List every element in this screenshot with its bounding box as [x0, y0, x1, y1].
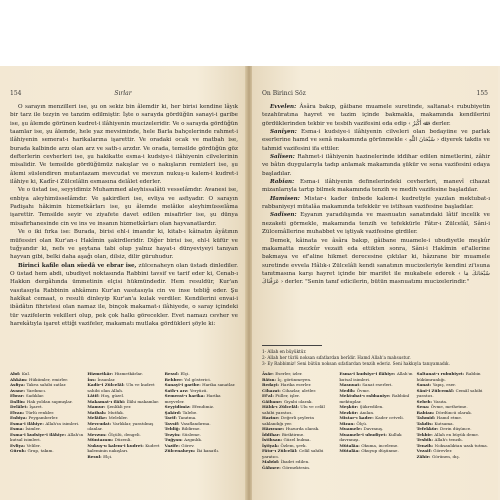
- glossary-term: Asfiya:: [10, 382, 27, 387]
- glossary-definition: Biriktirme.: [281, 431, 305, 437]
- right-header: [262, 90, 488, 100]
- glossary-term: Avane:: [10, 387, 27, 393]
- glossary-term: Hâzırane:: [262, 426, 286, 431]
- glossary-column: [87, 371, 160, 459]
- glossary-definition: Allah'ın isimleri.: [45, 420, 80, 426]
- glossary-term: Melâike:: [87, 415, 109, 420]
- glossary-definition: Elçi.: [103, 453, 113, 459]
- glossary-definition: Fiiller, işler.: [275, 393, 300, 398]
- glossary-entry: [339, 371, 412, 382]
- left-header: [10, 90, 236, 100]
- glossary-column: [339, 371, 412, 470]
- glossary-definition: İki kanatlı.: [196, 448, 220, 453]
- glossary-definition: Kul.: [21, 371, 31, 376]
- glossary-term: Mütalâa:: [339, 442, 362, 448]
- glossary-term: Zülcenaheyn:: [164, 448, 197, 453]
- paragraph: Hamisen: Mistar-ı kader ünbede kalem-i kudretiyle yazılan mektubat-ı rabbaniyeyi mütalâa makamında tefekkür ve istihsan vazifesine başladılar.: [262, 195, 490, 211]
- paragraph-lead: Salisen:: [270, 154, 295, 161]
- glossary-definition: Hizmetkârlar.: [114, 371, 143, 376]
- glossary-term: Mabûd:: [262, 459, 281, 464]
- glossary-definition: Görünen, dış.: [431, 453, 460, 459]
- glossary-entry: [10, 448, 83, 454]
- glossary-definition: Şenlikli yer.: [106, 404, 132, 409]
- left-page: [0, 66, 246, 500]
- glossary-term: Hazine:: [262, 415, 281, 420]
- paragraph: Saniyen: Esma-i kudsiye-i ilâhiyenin cilveleri olan bedayiine ve parlak eserlerine hamd ve senâ makamında görünmekle ‹ سُبْحَانَ اللّٰهِ › diyerek takdis ve tahmid vazifesini ifa ettiler.: [262, 129, 490, 152]
- glossary-entry: [339, 448, 412, 454]
- glossary-definition: Grup, takım.: [27, 448, 54, 453]
- glossary-term: Tekbir:: [416, 431, 435, 437]
- glossary-definition: Varlıklar, yaratılmış olanlar.: [87, 420, 154, 431]
- paragraph: Rabian: Esma-i ilâhiyenin definelerindeki cevherleri, manevî cihazat mizanlarıyla tartıp bilmek makamında tenzih ve medih vazifesine başladılar.: [262, 179, 490, 194]
- glossary-term: Tuğyan:: [164, 437, 185, 442]
- glossary-definition: Ölçülü, dengeli.: [108, 431, 141, 437]
- glossary-definition: Hoş, güzel.: [101, 393, 125, 398]
- glossary-definition: Derin düşünce.: [439, 426, 472, 431]
- glossary-definition: Yapış, eser.: [432, 382, 456, 387]
- glossary-term: Sena:: [416, 404, 431, 409]
- glossary-entry: [165, 448, 238, 454]
- glossary-entry: [417, 454, 490, 460]
- glossary-term: Hizmetkâr:: [87, 371, 115, 376]
- glossary-definition: Sanat eserleri.: [362, 382, 393, 387]
- glossary-definition: Okuyup düşünme.: [361, 448, 399, 453]
- glossary-definition: Harika meyveler.: [164, 393, 221, 404]
- glossary-definition: Rabbin hükümranlığı.: [416, 371, 481, 382]
- glossary-term: Evliya:: [10, 442, 27, 448]
- paragraph: Ve o iki fırka ise: Burada, birisi ehl-i imandır ki, kitab-ı kâinatın âyâtının müfessiri olan Kur'an-ı Hakîmin şakirdleridir. Diğer birisi ise, ehl-i küfür ve tuğyandır ki, nefs ve şeytana tabi olup yalnız hayat-ı dünyeviyeyi tanıyan hayvan gibi, belki daha aşağı olan, dilsiz, dilir güruhudur.: [10, 229, 238, 261]
- glossary-definition: İlâhi makamlar.: [126, 398, 160, 404]
- right-body-text: [262, 103, 490, 287]
- glossary-term: Mevcudat:: [87, 420, 113, 426]
- glossary-column: [262, 371, 335, 470]
- glossary-definition: Cemâl sahibi yaratıcı.: [416, 387, 483, 398]
- glossary-term: Sath-ı arz:: [164, 387, 190, 393]
- glossary-term: Cihazat:: [262, 387, 283, 393]
- right-glossary: [262, 371, 490, 470]
- glossary-term: Mezkûr:: [339, 409, 360, 415]
- glossary-term: Takdis:: [416, 420, 435, 426]
- glossary-definition: İç, görünmeyen.: [277, 376, 312, 382]
- glossary-entry: [339, 432, 412, 443]
- glossary-term: Bâtın:: [262, 376, 278, 382]
- glossary-definition: Allah'ı tenzih.: [434, 437, 463, 442]
- glossary-term: Nukuş-u kalem-i kudret:: [87, 442, 146, 448]
- glossary-term: Masnuat:: [339, 382, 363, 387]
- glossary-definition: Rabbânî mektuplar.: [339, 393, 410, 404]
- glossary-term: Enbiya:: [10, 415, 29, 420]
- paragraph: Demek, kâinata ve âsâra bakıp, gâibane muamele-i ubudiyetle meşkûr makamatta mezkûr vezaifi eda ettikten sonra, Sâni-i Hakîmin ef'allerine bakmaya ve ef'aline hikmet derecesine çıktılar ki, hâzırane bir muamele suretinde evvela Hâlık-ı Zülcelâli kendi sanatının mucizeleriyle kendini zi'isuna tanıtmasına karşı hayret içinde bir marifet ile mukabele ederek ‹ سُبْحَانَكَ مَا عَرَفْنَاكَ › derler. "Senin tanıf edicilerin, bütün masnuatımı mucizelerindir.": [262, 237, 490, 286]
- glossary-definition: Peygamberler.: [28, 415, 59, 420]
- glossary-term: Muamele:: [339, 426, 364, 431]
- glossary-definition: Ölçü.: [356, 420, 368, 426]
- left-glossary: [10, 371, 238, 459]
- glossary-definition: Görevler.: [433, 448, 453, 453]
- glossary-term: Âsâr:: [262, 371, 276, 376]
- glossary-definition: Mutfak.: [107, 409, 125, 415]
- glossary-entry: [87, 421, 160, 432]
- glossary-definition: Noksanlıktan uzak tutma.: [434, 442, 489, 448]
- glossary-term: Müntazam:: [87, 437, 115, 442]
- right-page: [252, 66, 498, 500]
- glossary-term: Fâtır-ı Zülcelâl:: [262, 448, 299, 453]
- glossary-definition: Kutsama.: [434, 420, 454, 426]
- paragraph: Birinci kafile olan süedâ ve ebrar ise, zülcenaheyn olan üstadı dinlediler. O üstad hem abdi, ubudiyet noktasında Rabbini tavsif ve tarif eder ki, Cenab-ı Hakkın dergâhında ümmetinin elçisi hükmündedir. Hem resuldür, Kur'an vasıtasıyla Rabbinin ahkâmını Kur'an vasıtasıyla cin ve inse tebliğ eder. Şu hakîkat cemaat, o resulü dinleyip Kur'an'a kulak verdiler. Kendilerini envai-i ibâdâtın fihristesi olan namaz ile, binçok makamat-ı ilâhiyede, o saray içindeki tür vazifelerin vekilleri olup, pek çok halkı görecekler. Evet namazı cevher ve harekâtıyla işaret ettiği vazifeler, makamatı mutlaka gördükleri şöyle ki:: [10, 262, 238, 327]
- glossary-entry: [87, 454, 160, 460]
- glossary-entry: [10, 432, 83, 443]
- glossary-term: Esma:: [10, 426, 26, 431]
- glossary-definition: Hükümler, emirler.: [28, 376, 69, 382]
- glossary-definition: Ulu ve kudret sahibi olan Allah.: [87, 382, 155, 393]
- glossary-term: Meşkûr:: [339, 404, 360, 409]
- glossary-term: Zâhir:: [416, 453, 432, 459]
- glossary-entry: [417, 388, 490, 399]
- glossary-term: Mevzun:: [87, 431, 109, 437]
- glossary-term: Vezaif:: [416, 448, 434, 453]
- glossary-term: Makamat-ı ilâhi:: [87, 398, 127, 404]
- glossary-term: Sanayi-i garibe:: [164, 382, 203, 387]
- glossary-term: İddihar:: [262, 431, 282, 437]
- glossary-term: Tebliğ:: [164, 426, 182, 431]
- glossary-entry: [165, 393, 238, 404]
- glossary-term: Mistar-ı kader:: [339, 415, 376, 420]
- paragraph: Ve o üstad ise, seyyidimiz Muhammed aleyhissalâtü vesselâmdır. Avanesi ise, enbiya aleyhimüsselâmdır. Ve şakirdleri ise, evliya ve asfiyadır. O sarayın Padişahı hâkimin hizmetkârları ise, şu âlemde melâike aleyhimüsselâma işarettir. Temsilde seyir ve ziyafete davet edilen misafirler ise, şu dünya misafirhanesinde cin ve ins ve insanın hizmetkârları olan hayvanatlardır.: [10, 187, 238, 227]
- glossary-term: Dallin:: [10, 398, 27, 404]
- footnote: 3- Ey Rabbimiz! Seni bütün noksan sıfatlardan tenzih ederiz. Seni hakkıyla tanıyamadık.: [262, 361, 450, 366]
- glossary-definition: Bildirme.: [181, 426, 201, 431]
- glossary-definition: Vasıta.: [433, 398, 448, 404]
- glossary-definition: Vasıflandırma.: [180, 420, 211, 426]
- glossary-definition: Yardımcı.: [26, 387, 47, 393]
- glossary-term: Sâni-i Zülcemâl:: [416, 387, 456, 393]
- glossary-term: Tahmid:: [416, 415, 437, 420]
- glossary-term: Esma-i ilâhiye:: [10, 420, 46, 426]
- paragraph-lead: Saniyen:: [270, 129, 297, 136]
- page-number: 154: [10, 90, 22, 97]
- glossary-term: Esma-i kudsiye-i ilâhiye:: [10, 431, 68, 437]
- glossary-term: İstihsan:: [262, 437, 284, 442]
- glossary-definition: Allah'ın kutsal isimleri.: [339, 371, 413, 382]
- glossary-definition: Davranış.: [363, 426, 384, 431]
- glossary-term: Tenzih:: [416, 442, 435, 448]
- glossary-term: Tefekkür:: [416, 426, 440, 431]
- glossary-entry: [87, 382, 160, 393]
- glossary-term: Lâtif:: [87, 393, 102, 398]
- glossary-term: Semerat-ı harika:: [164, 393, 207, 398]
- paragraph: Salisen: Rahmet-i ilâhiyenin hazinelerinde iddihar edilen nimetlerini, zâhir ve bâtın duygularıyla tadıp anlamak makamında şükür ve sena vazifesini edaya başladılar.: [262, 154, 490, 177]
- glossary-entry: [262, 404, 335, 415]
- paragraph-lead: Sadisen:: [270, 212, 297, 219]
- glossary-definition: Cihazlar, aletler.: [282, 387, 317, 393]
- glossary-definition: Sadıklar.: [25, 393, 45, 398]
- glossary-definition: Ulu ve celâl sahibi yaratıcı.: [262, 404, 325, 415]
- glossary-term: Mektubat-ı rabbaniye:: [339, 393, 392, 398]
- glossary-term: Delâlet:: [10, 404, 30, 409]
- glossary-term: Seyyidimiz:: [164, 404, 193, 409]
- glossary-definition: İbadet edilen.: [280, 459, 310, 464]
- glossary-entry: [262, 448, 335, 459]
- glossary-definition: Görmektesin.: [282, 464, 311, 470]
- running-title: Sırlar: [114, 90, 132, 97]
- glossary-term: Ahkâm:: [10, 376, 29, 382]
- glossary-entry: [262, 415, 335, 426]
- glossary-definition: Tanıtma.: [178, 415, 197, 420]
- glossary-term: Resul:: [87, 453, 104, 459]
- footnotes: [262, 349, 490, 367]
- bold-lead: Birinci kafile olan süedâ ve ebrar ise,: [18, 262, 137, 269]
- glossary-definition: Gıyabi olarak.: [283, 398, 313, 404]
- glossary-term: Sanat:: [416, 382, 433, 387]
- glossary-term: Abd:: [10, 371, 22, 376]
- glossary-definition: Kulluk davranışı.: [339, 431, 402, 442]
- glossary-term: İştiyak:: [262, 442, 281, 448]
- page-number: 155: [476, 90, 488, 97]
- glossary-definition: Allah en büyük deme.: [434, 431, 480, 437]
- glossary-definition: Türlü renkler.: [25, 409, 55, 415]
- glossary-term: Tesbih:: [416, 437, 435, 442]
- glossary-term: Muamele-i ubudiyet:: [339, 431, 389, 437]
- glossary-term: Gâibane:: [262, 398, 284, 404]
- glossary-definition: Kudret kaleminin nakışları.: [87, 442, 160, 453]
- glossary-definition: Okuma, inceleme.: [361, 442, 399, 448]
- paragraph-lead: Evvelen:: [270, 104, 297, 110]
- glossary-entry: [87, 443, 160, 454]
- glossary-entry: [339, 393, 412, 404]
- glossary-definition: Celâl sahibi yaratıcı.: [262, 448, 324, 459]
- glossary-definition: Yol gösterici.: [184, 376, 212, 382]
- paragraph: O sarayın menzilleri ise, şu on sekiz bin âlemdir ki, her birisi kendine lâyık bir tarz ile tezyin ve tanzim edilmiştir. İşte o sarayda gördüğün sanayi-i garibe ise, şu âlemde görünen kudret-i ilâhiyenin mucizeleridir. Ve o sarayda gördüğün taamlar ise, şu âlemde, hele yaz mevsiminde, hele Barla bahçelerinde rahmet-i ilâhiyenin semerat-ı harikalarına işarettir. Ve oradaki ocak ve matbah ise, burada kalbinde arzı olan arz ve sath-ı arzdır. Ve orada, temsilde gördüğün göz defterlerin cevherleri ise, şu hakikatte esma-i kudsiye-i ilâhiyenin cilvelerinin misalidir. Ve temsilde gördüğümüz nakışlar ve o nakışların remizleri ise, şu âlemi süslendiren mutantazam mevcudat ve mevzun nukuş-u kalem-i kudret-i ilâhiye ki, Kadîr-i Zülcelâlin esmasına delâlet ederler.: [10, 104, 238, 186]
- glossary-term: Hâlık-ı Zülcelâl:: [262, 404, 301, 409]
- glossary-term: Şakird:: [164, 409, 183, 415]
- glossary-definition: Övme.: [356, 387, 371, 393]
- glossary-term: Kadir-i Zülcelâl:: [87, 382, 127, 387]
- glossary-column: [10, 371, 83, 459]
- open-book: [0, 66, 500, 500]
- glossary-definition: Efendimiz.: [192, 404, 215, 409]
- glossary-definition: Anılan.: [359, 409, 375, 415]
- glossary-term: Güruh:: [10, 448, 28, 453]
- glossary-definition: İşaret.: [29, 404, 43, 409]
- glossary-definition: Allah'ın kutsal isimleri.: [10, 431, 84, 442]
- glossary-term: Tezyin:: [164, 431, 183, 437]
- glossary-definition: Veliler.: [26, 442, 41, 448]
- glossary-definition: İsimler.: [25, 426, 41, 431]
- running-title: On Birinci Söz: [262, 90, 306, 97]
- glossary-term: Ef'al:: [262, 393, 276, 398]
- glossary-definition: Yeryüzü.: [189, 387, 208, 393]
- glossary-term: Mizan:: [339, 420, 357, 426]
- glossary-definition: Süsleme.: [182, 431, 201, 437]
- glossary-term: Rehber:: [164, 376, 185, 382]
- glossary-definition: Takva sahibi zatlar.: [26, 382, 67, 387]
- glossary-definition: Görev.: [181, 442, 195, 448]
- paragraph-lead: Rabian:: [270, 179, 295, 186]
- glossary-term: Sebeb:: [416, 398, 434, 404]
- glossary-term: Medih:: [339, 387, 357, 393]
- footnote-rule: [262, 345, 322, 346]
- glossary-definition: Eserler, izler.: [275, 371, 303, 376]
- glossary-definition: Harika eserler.: [280, 382, 312, 387]
- glossary-term: İns:: [87, 376, 98, 382]
- paragraph-lead: Hamisen:: [270, 195, 300, 202]
- footnote: 2- Allah her türlü noksan sıfatlardan berîdir. Hamd Allah'a mahsustur.: [262, 355, 411, 360]
- footnote: 1- Allah en büyüktür.: [262, 349, 307, 354]
- glossary-definition: Değerli şeylerin saklandığı yer.: [262, 415, 315, 426]
- glossary-definition: Melekler.: [108, 415, 128, 420]
- glossary-column: [165, 371, 238, 459]
- glossary-definition: Düzenli.: [114, 437, 132, 442]
- glossary-definition: Hamd etme.: [436, 415, 463, 420]
- glossary-term: Matbah:: [87, 409, 108, 415]
- glossary-term: Elvan:: [10, 409, 26, 415]
- glossary-term: Ebrar:: [10, 393, 26, 398]
- glossary-entry: [262, 465, 335, 471]
- glossary-entry: [417, 371, 490, 382]
- glossary-column: [417, 371, 490, 470]
- glossary-term: Tarif:: [164, 415, 179, 420]
- glossary-term: Mütalâa:: [339, 448, 362, 453]
- paragraph: Evvelen: Âsâra bakıp, gâibane muamele suretinde, saltanat-ı rububiyetin tezahüratına hayret ve tazim içinde bakmakla, makamında kendilerini gördüklerinden tekbir ve tesbih vazifesini eda edip ‹ ﷲ أَكْبَرُ › derler.: [262, 104, 490, 127]
- glossary-definition: Özlem, şevk.: [280, 442, 307, 448]
- glossary-term: Ğâhnee:: [262, 464, 283, 470]
- glossary-term: Esma-i kudsiye-i ilâhiye:: [339, 371, 397, 376]
- glossary-definition: Dördüncü olarak.: [435, 409, 473, 415]
- glossary-definition: Güzel bulma.: [283, 437, 311, 442]
- glossary-definition: Övme, methetme.: [430, 404, 468, 409]
- left-body-text: [10, 103, 238, 328]
- glossary-term: Rabian:: [416, 409, 436, 415]
- glossary-term: Saltanat-ı rububiyet:: [416, 371, 466, 376]
- glossary-term: Tavsif:: [164, 420, 181, 426]
- glossary-definition: İnsanlar.: [97, 376, 116, 382]
- glossary-definition: Azgınlık.: [184, 437, 203, 442]
- glossary-term: Bedayi:: [262, 382, 281, 387]
- glossary-definition: Huzurda olarak.: [285, 426, 320, 431]
- glossary-term: Mamur:: [87, 404, 107, 409]
- glossary-definition: Şükredilen.: [359, 404, 384, 409]
- glossary-definition: Talebe.: [182, 409, 198, 415]
- glossary-definition: Hak yoldan sapmışlar.: [26, 398, 73, 404]
- glossary-term: Vazife:: [164, 442, 182, 448]
- glossary-term: Resul:: [164, 371, 181, 376]
- glossary-definition: Kader cetveli.: [375, 415, 404, 420]
- glossary-definition: Elçi.: [180, 371, 190, 376]
- glossary-definition: Harika sanatlar.: [202, 382, 236, 387]
- paragraph: Sadisen: Eşyanın yaradılışında ve masnuatın sanatındaki lâtif incelik ve nezaketi görmekle, makamında tenzih ve tefekkürle Fâtır-ı Zülcelâl, Sâni-i Zülcemâllerine muhabbet ve iştiyak vazifesine girdiler.: [262, 212, 490, 236]
